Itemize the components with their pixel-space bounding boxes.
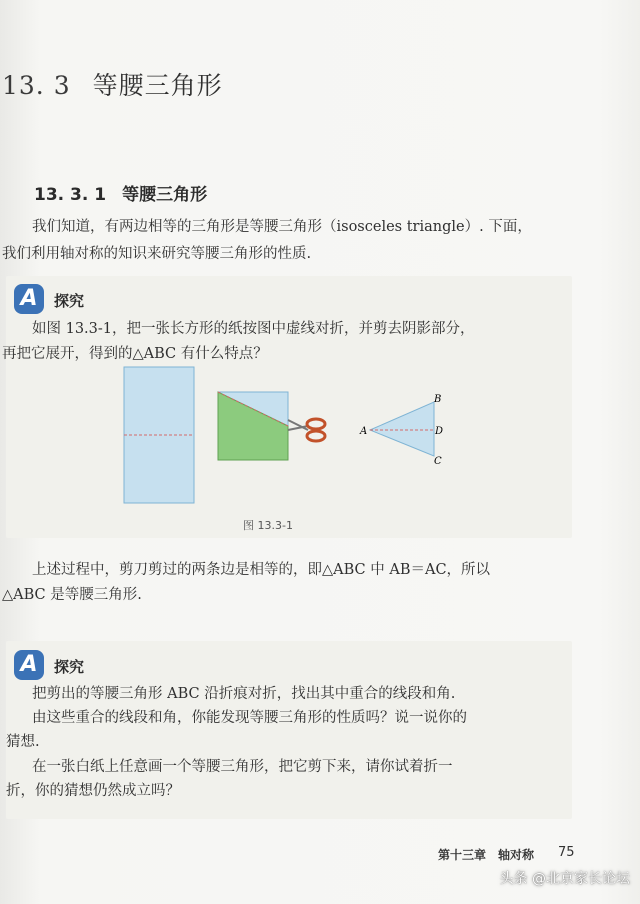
figure-13-3-1 [110, 360, 470, 520]
explore-title-1: 探究 [54, 292, 85, 310]
explore-badge-letter: A [20, 286, 38, 311]
conclusion-line-1: 上述过程中，剪刀剪过的两条边是相等的，即△ABC 中 AB＝AC，所以 [32, 562, 491, 578]
explore-badge-letter-2: A [20, 652, 38, 677]
explore-badge-icon-2 [14, 650, 44, 680]
triangle-abc [370, 402, 434, 456]
explore2-line-1: 把剪出的等腰三角形 ABC 沿折痕对折，找出其中重合的线段和角. [32, 686, 456, 702]
figure-caption: 图 13.3-1 [243, 519, 293, 532]
label-b: B [434, 394, 442, 405]
label-c: C [434, 456, 442, 467]
footer-chapter: 第十三章 轴对称 [438, 848, 535, 862]
explore1-line-2: 再把它展开，得到的△ABC 有什么特点？ [2, 346, 268, 362]
label-d: D [435, 426, 444, 437]
page-number: 75 [558, 845, 575, 860]
section-number: 13. 3 [2, 71, 71, 100]
label-a: A [360, 426, 368, 437]
explore-title-2: 探究 [54, 658, 85, 676]
explore2-line-5: 折，你的猜想仍然成立吗？ [6, 783, 180, 799]
conclusion-line-2: △ABC 是等腰三角形. [2, 587, 142, 603]
subsection-title: 等腰三角形 [122, 185, 208, 205]
section-heading [2, 66, 223, 102]
subsection-heading [34, 180, 207, 205]
explore-badge-icon [14, 284, 44, 314]
scissors-icon [288, 419, 325, 441]
intro-line-1: 我们知道，有两边相等的三角形是等腰三角形（isosceles triangle）. 下面， [32, 219, 532, 235]
subsection-number: 13. 3. 1 [34, 185, 107, 205]
watermark: 头条 @北京家长论坛 [499, 871, 630, 887]
explore2-line-2: 由这些重合的线段和角，你能发现等腰三角形的性质吗？说一说你的 [32, 710, 467, 726]
explore1-line-1: 如图 13.3-1，把一张长方形的纸按图中虚线对折，并剪去阴影部分， [32, 321, 475, 337]
explore2-line-4: 在一张白纸上任意画一个等腰三角形，把它剪下来，请你试着折一 [32, 759, 453, 775]
section-title: 等腰三角形 [92, 71, 223, 100]
intro-line-2: 我们利用轴对称的知识来研究等腰三角形的性质. [2, 246, 312, 262]
explore2-line-3: 猜想. [6, 734, 40, 750]
